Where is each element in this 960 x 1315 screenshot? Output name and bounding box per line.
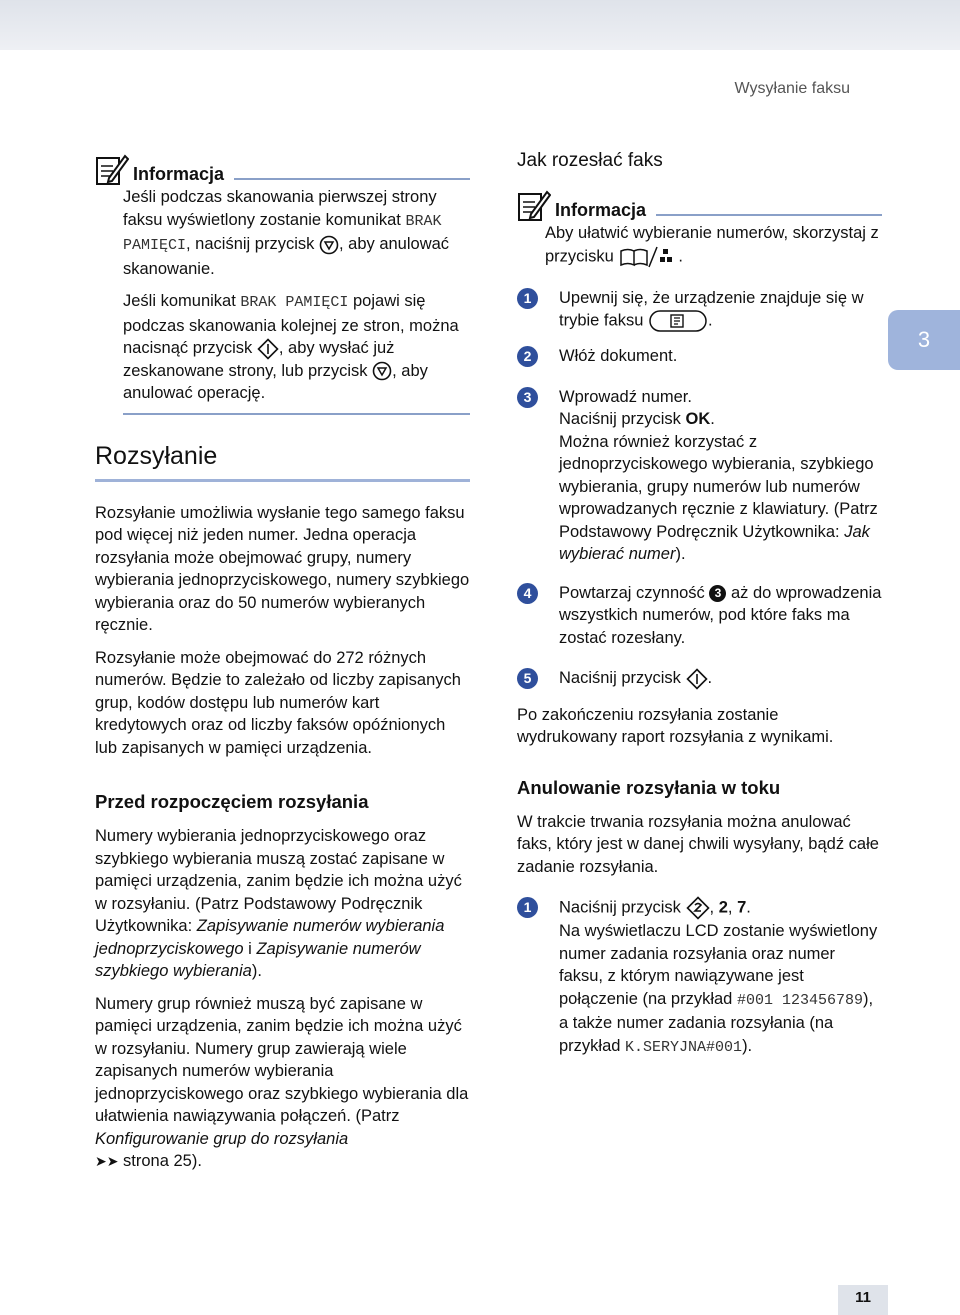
- start-icon: [257, 338, 279, 360]
- paragraph: Rozsyłanie umożliwia wysłanie tego samego faksu pod więcej niż jeden numer. Jedna operacja rozsyłania może obejmować grupy, numery wybierania jednoprzyciskowego, numery szybkiego wybierania oraz do 50 numerów wybieranych ręcznie.: [95, 503, 470, 635]
- paragraph: Po zakończeniu rozsyłania zostanie wydrukowany raport rozsyłania z wynikami.: [517, 705, 834, 747]
- left-column: [95, 150, 470, 1183]
- page-number: 11: [838, 1285, 888, 1315]
- subsection-title: Jak rozesłać faks: [517, 150, 663, 171]
- note-paragraph-1: Jeśli podczas skanowania pierwszej strony faksu wyświetlony zostanie komunikat BRAK PAMIĘCI, naciśnij przycisk , aby anulować skanowanie.: [123, 188, 450, 278]
- note-body: [95, 186, 470, 405]
- ok-key: OK: [685, 410, 711, 428]
- address-book-speed-dial-icon: [618, 245, 678, 269]
- note-header: [517, 186, 882, 222]
- note-rule: [234, 178, 470, 180]
- speed-dial-key-icon: [686, 896, 710, 920]
- lcd-message: BRAK PAMIĘCI: [123, 212, 442, 254]
- note-body: [517, 222, 882, 269]
- step: 5 Naciśnij przycisk .: [517, 667, 882, 690]
- paragraph: Numery wybierania jednoprzyciskowego oraz szybkiego wybierania muszą zostać zapisane w pamięci urządzenia, zanim będzie ich można użyć w rozsyłaniu. (Patrz Podstawowy Podręcznik Użytkownika: Zapisywanie numerów wybierania jednoprzyciskowego i Zapisywanie numerów szybkiego wybierania).: [95, 827, 462, 981]
- stop-exit-icon: [372, 361, 392, 381]
- section-title: Rozsyłanie: [95, 441, 218, 470]
- step-reference: 3: [709, 585, 726, 602]
- note-pencil-icon: [95, 152, 129, 186]
- step-number: 5: [517, 668, 538, 689]
- section-rule: [95, 479, 470, 482]
- right-column: [517, 150, 882, 1069]
- step: 1 Naciśnij przycisk , 2, 7. Na wyświetlaczu LCD zostanie wyświetlony numer zadania rozsyłania oraz numer faksu, z którym nawiązywane jest połączenie (na przykład #001 123456789), a także numer zadania rozsyłania (na przykład K.SERYJNA#001).: [517, 896, 882, 1059]
- note-pencil-icon: [517, 188, 551, 222]
- step: 3 Wprowadź numer. Naciśnij przycisk OK. Można również korzystać z jednoprzyciskowego wybierania, szybkiego wybierania, grupy numerów lub numerów wprowadzanych ręcznie z klawiatury. (Patrz Podstawowy Podręcznik Użytkownika: Jak wybierać numer).: [517, 386, 882, 566]
- step-number: 3: [517, 387, 538, 408]
- lcd-message: #001 123456789: [736, 991, 863, 1009]
- lcd-message: K.SERYJNA#001: [625, 1038, 743, 1056]
- top-bar: [0, 0, 960, 50]
- note-paragraph-2: Jeśli komunikat BRAK PAMIĘCI pojawi się podczas skanowania kolejnej ze stron, można nacisnąć przycisk , aby wysłać już zeskanowane strony, lub przycisk , aby anulować operację.: [123, 292, 459, 403]
- stop-exit-icon: [319, 235, 339, 255]
- note-title: Informacja: [555, 200, 647, 220]
- page-ref-arrow-icon: ➤➤: [95, 1153, 119, 1170]
- paragraph: Numery grup również muszą być zapisane w pamięci urządzenia, zanim będzie ich można użyć w rozsyłaniu. Numery grup zawierają wiele zapisanych numerów wybierania jednoprzyciskowego oraz szybkiego wybierania dla ułatwienia nawiązywania połączeń. (Patrz Konfigurowanie grup do rozsyłania ➤➤ strona 25).: [95, 994, 469, 1171]
- step: 1 Upewnij się, że urządzenie znajduje się w trybie faksu .: [517, 287, 882, 334]
- note-rule: [656, 214, 882, 216]
- step-number: 1: [517, 288, 538, 309]
- step-number: 2: [517, 346, 538, 367]
- note-paragraph: Aby ułatwić wybieranie numerów, skorzystaj z przycisku .: [545, 222, 882, 269]
- step-number: 1: [517, 897, 538, 918]
- running-head: Wysyłanie faksu: [734, 80, 850, 97]
- subsection-title: Anulowanie rozsyłania w toku: [517, 776, 781, 798]
- step-number: 4: [517, 583, 538, 604]
- step: 4 Powtarzaj czynność 3 aż do wprowadzenia wszystkich numerów, pod które faks ma zostać rozesłany.: [517, 582, 882, 650]
- paragraph: Rozsyłanie może obejmować do 272 różnych numerów. Będzie to zależało od liczby zapisanych grup, kodów dostępu lub numerów kart kredytowych oraz od liczby faksów opóźnionych lub zapisanych w pamięci urządzenia.: [95, 648, 461, 757]
- note-title: Informacja: [133, 164, 225, 184]
- chapter-tab: 3: [888, 310, 960, 370]
- fax-mode-icon: [648, 309, 708, 333]
- step: 2 Włóż dokument.: [517, 345, 882, 368]
- lcd-message: BRAK PAMIĘCI: [240, 294, 349, 311]
- paragraph: W trakcie trwania rozsyłania można anulować faks, który jest w danej chwili wysyłany, bądź całe zadanie rozsyłania.: [517, 812, 879, 876]
- note-header: [95, 150, 470, 186]
- subsection-title: Przed rozpoczęciem rozsyłania: [95, 791, 369, 813]
- note-end-rule: [123, 413, 470, 415]
- start-icon: [686, 668, 708, 690]
